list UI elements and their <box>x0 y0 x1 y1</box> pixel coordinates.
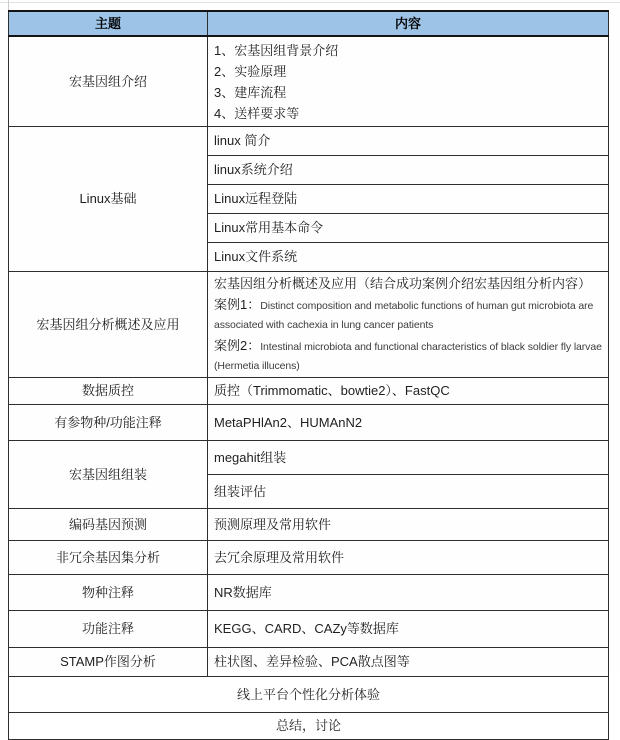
gridline-top <box>0 2 620 3</box>
case2-text: Intestinal microbiota and functional characteristics of black soldier fly larvae (Hermetia illucens) <box>214 341 602 372</box>
header-topic: 主题 <box>9 11 208 36</box>
topic-cell-ref-annotation: 有参物种/功能注释 <box>9 405 208 441</box>
topic-cell-linux: Linux基础 <box>9 127 208 272</box>
topic-cell-function: 功能注释 <box>9 611 208 648</box>
topic-cell-intro: 宏基因组介绍 <box>9 36 208 127</box>
course-outline-table <box>8 10 609 740</box>
overview-case2 <box>214 337 602 375</box>
case2-label: 案例2： <box>214 338 261 353</box>
topic-cell-gene-prediction: 编码基因预测 <box>9 509 208 541</box>
row-nonredundant <box>9 541 609 575</box>
content-cell-linux-5: Linux文件系统 <box>208 243 609 272</box>
content-cell-linux-2: linux系统介绍 <box>208 156 609 185</box>
row-intro <box>9 36 609 127</box>
row-function <box>9 611 609 648</box>
overview-case1 <box>214 296 602 334</box>
content-cell-assembly-1: megahit组装 <box>208 441 609 475</box>
content-cell-nonredundant: 去冗余原理及常用软件 <box>208 541 609 575</box>
row-stamp <box>9 648 609 677</box>
topic-cell-nonredundant: 非冗余基因集分析 <box>9 541 208 575</box>
row-qc <box>9 378 609 405</box>
intro-item: 1、宏基因组背景介绍 <box>214 42 339 58</box>
content-cell-intro <box>208 36 609 127</box>
content-cell-ref-annotation: MetaPHlAn2、HUMAnN2 <box>208 405 609 441</box>
topic-cell-overview: 宏基因组分析概述及应用 <box>9 272 208 378</box>
content-cell-stamp: 柱状图、差异检验、PCA散点图等 <box>208 648 609 677</box>
content-cell-taxonomy: NR数据库 <box>208 575 609 611</box>
content-cell-linux-1: linux 简介 <box>208 127 609 156</box>
intro-item: 2、实验原理 <box>214 63 287 79</box>
content-cell-summary: 总结，讨论 <box>9 713 609 740</box>
topic-cell-taxonomy: 物种注释 <box>9 575 208 611</box>
content-cell-qc: 质控（Trimmomatic、bowtie2）、FastQC <box>208 378 609 405</box>
content-cell-linux-4: Linux常用基本命令 <box>208 214 609 243</box>
content-cell-assembly-2: 组装评估 <box>208 475 609 509</box>
row-online-platform <box>9 677 609 713</box>
content-cell-overview <box>208 272 609 378</box>
header-content: 内容 <box>208 11 609 36</box>
row-assembly-1 <box>9 441 609 475</box>
row-taxonomy <box>9 575 609 611</box>
gridline-left-stub <box>8 0 9 10</box>
overview-headline: 宏基因组分析概述及应用（结合成功案例介绍宏基因组分析内容） <box>214 276 592 291</box>
content-cell-online-platform: 线上平台个性化分析体验 <box>9 677 609 713</box>
case1-label: 案例1： <box>214 297 261 312</box>
case1-text: Distinct composition and metabolic functions of human gut microbiota are associated with cachexia in lung cancer patients <box>214 300 594 331</box>
row-overview <box>9 272 609 378</box>
content-cell-linux-3: Linux远程登陆 <box>208 185 609 214</box>
topic-cell-stamp: STAMP作图分析 <box>9 648 208 677</box>
header-row <box>9 11 609 36</box>
content-cell-gene-prediction: 预测原理及常用软件 <box>208 509 609 541</box>
row-gene-prediction <box>9 509 609 541</box>
topic-cell-qc: 数据质控 <box>9 378 208 405</box>
content-cell-function: KEGG、CARD、CAZy等数据库 <box>208 611 609 648</box>
topic-cell-assembly: 宏基因组组装 <box>9 441 208 509</box>
intro-item: 4、送样要求等 <box>214 105 300 121</box>
intro-item: 3、建库流程 <box>214 84 287 100</box>
row-linux-1 <box>9 127 609 156</box>
row-ref-annotation <box>9 405 609 441</box>
row-summary <box>9 713 609 740</box>
